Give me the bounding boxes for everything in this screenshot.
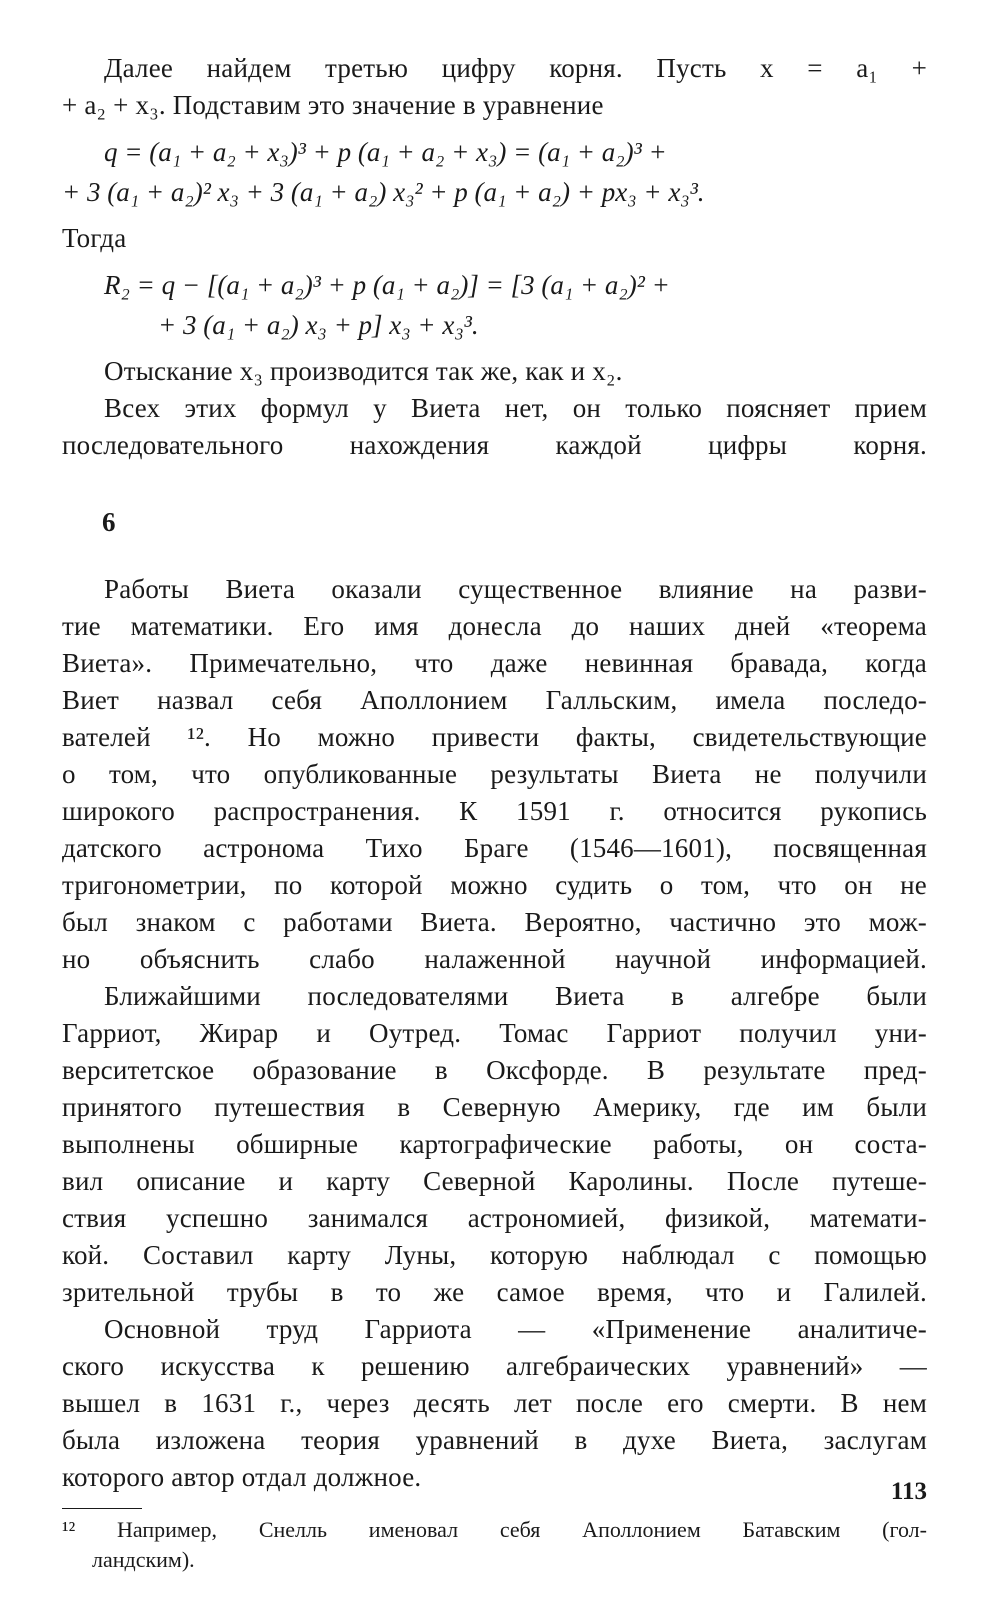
text-line: Гарриот, Жирар и Оутред. Томас Гарриот получил уни- — [62, 1018, 927, 1048]
text-line: Работы Виета оказали существенное влияние на разви- — [104, 574, 927, 604]
text-line: тригонометрии, по которой можно судить о том, что он не — [62, 870, 927, 900]
text-line: ского искусства к решению алгебраических уравнений» — — [62, 1351, 927, 1381]
text-line: принятого путешествия в Северную Америку, где им были — [62, 1092, 927, 1122]
text-line: был знаком с работами Виета. Вероятно, частично это мож- — [62, 907, 927, 937]
text-line: кой. Составил карту Луны, которую наблюдал с помощью — [62, 1240, 927, 1270]
text-line: Далее найдем третью цифру корня. Пусть x = a₁ + — [104, 53, 927, 83]
section-number: 6 — [102, 507, 116, 537]
text-line: Виет назвал себя Аполлонием Галльским, имела последо- — [62, 685, 927, 715]
text-line: датского астронома Тихо Браге (1546—1601), посвященная — [62, 833, 927, 863]
footnote-divider — [62, 1508, 142, 1509]
text-line: была изложена теория уравнений в духе Виета, заслугам — [62, 1425, 927, 1455]
paragraph — [62, 1311, 927, 1496]
text-line: ствия успешно занимался астрономией, физикой, математи- — [62, 1203, 927, 1233]
text-line: которого автор отдал должное. — [62, 1462, 422, 1492]
formula-line: + 3 (a₁ + a₂) x₃ + p] x₃ + x₃³. — [158, 310, 479, 340]
text-line: + a₂ + x₃. Подставим это значение в уравнение — [62, 90, 604, 120]
text-line: широкого распространения. К 1591 г. относится рукопись — [62, 796, 927, 826]
page-number: 113 — [890, 1478, 927, 1505]
text-line: Виета». Примечательно, что даже невинная бравада, когда — [62, 648, 927, 678]
text-line: вателей ¹². Но можно привести факты, свидетельствующие — [62, 722, 927, 752]
formula-line: R₂ = q − [(a₁ + a₂)³ + p (a₁ + a₂)] = [3 (a₁ + a₂)² + — [104, 270, 670, 300]
formula-line: + 3 (a₁ + a₂)² x₃ + 3 (a₁ + a₂) x₃² + p (a₁ + a₂) + px₃ + x₃³. — [62, 177, 705, 207]
text-line: о том, что опубликованные результаты Виета не получили — [62, 759, 927, 789]
text-line: Основной труд Гарриота — «Применение аналитиче- — [104, 1314, 927, 1344]
text-line: зрительной трубы в то же самое время, что и Галилей. — [62, 1277, 927, 1307]
text-line: Тогда — [62, 223, 127, 253]
footnote-line: ландским). — [92, 1547, 195, 1572]
text-line: Всех этих формул у Виета нет, он только поясняет прием — [104, 393, 927, 423]
paragraph — [62, 571, 927, 978]
text-line: последовательного нахождения каждой цифры корня. — [62, 430, 927, 460]
formula-line: q = (a₁ + a₂ + x₃)³ + p (a₁ + a₂ + x₃) = (a₁ + a₂)³ + — [104, 137, 667, 167]
text-line: выполнены обширные картографические работы, он соста- — [62, 1129, 927, 1159]
text-line: Отыскание x₃ производится так же, как и x₂. — [104, 356, 623, 386]
text-line: вил описание и карту Северной Каролины. После путеше- — [62, 1166, 927, 1196]
footnote-line: ¹² Например, Снелль именовал себя Аполлонием Батавским (гол- — [62, 1517, 927, 1542]
text-line: верситетское образование в Оксфорде. В результате пред- — [62, 1055, 927, 1085]
text-line: тие математики. Его имя донесла до наших дней «теорема — [62, 611, 927, 641]
book-page — [62, 50, 927, 1572]
paragraph — [62, 978, 927, 1311]
text-line: вышел в 1631 г., через десять лет после его смерти. В нем — [62, 1388, 927, 1418]
text-line: но объяснить слабо налаженной научной информацией. — [62, 944, 927, 974]
footnote — [62, 1515, 927, 1575]
text-line: Ближайшими последователями Виета в алгебре были — [104, 981, 927, 1011]
